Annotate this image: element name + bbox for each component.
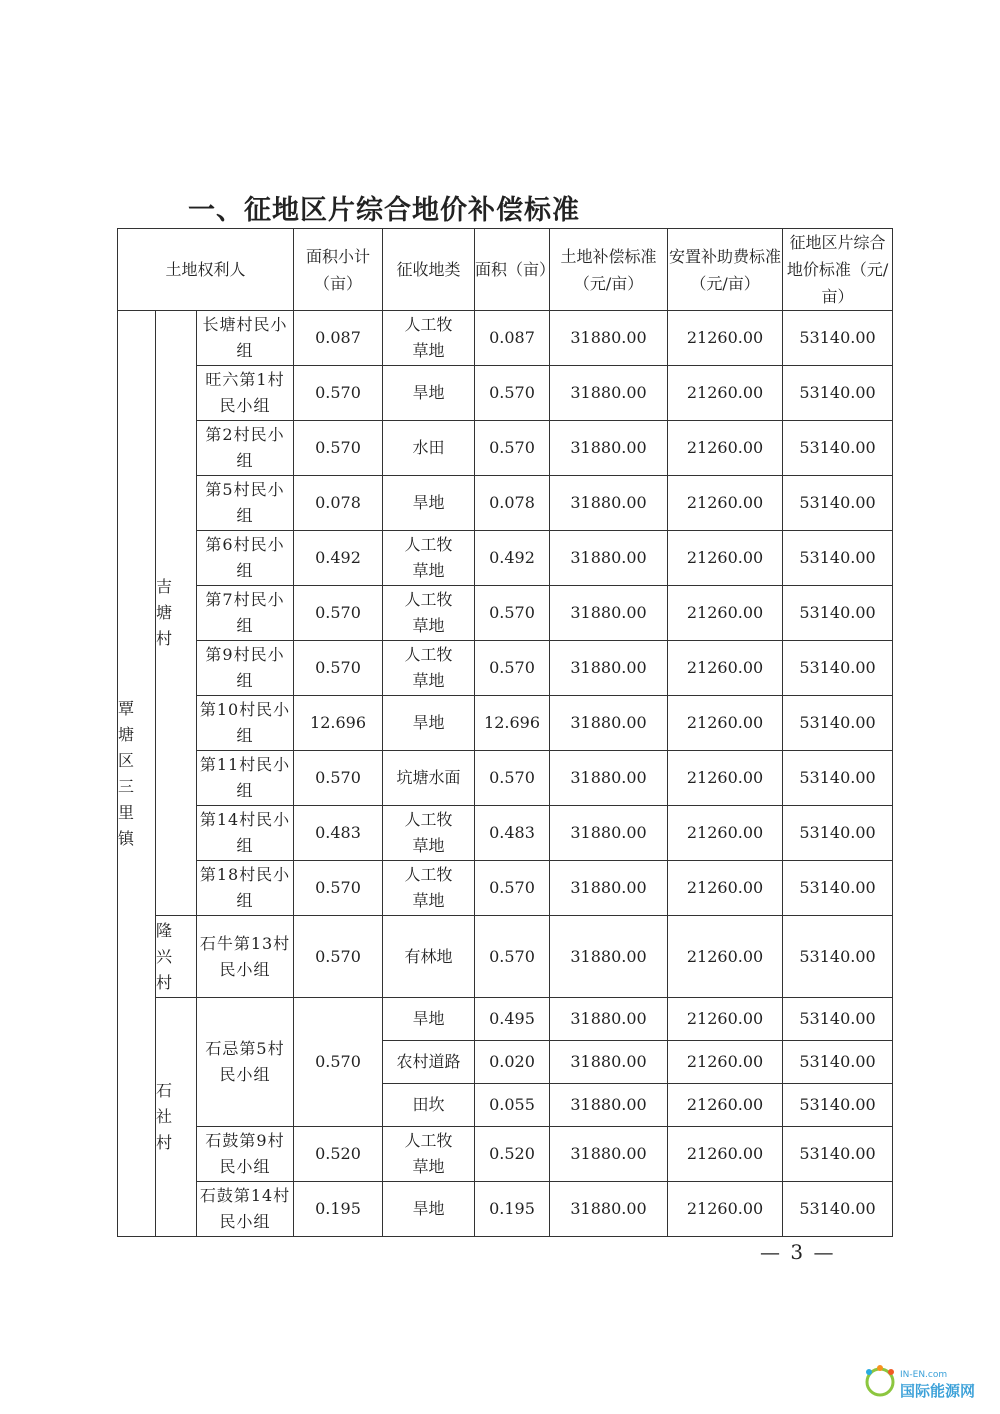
area-cell: 0.483 <box>475 806 550 861</box>
land-type-cell: 旱地 <box>383 366 475 421</box>
land-type-cell: 人工牧草地 <box>383 531 475 586</box>
land-type-cell: 人工牧草地 <box>383 1127 475 1182</box>
zone-price-cell: 53140.00 <box>783 421 893 476</box>
land-comp-cell: 31880.00 <box>550 861 668 916</box>
zone-price-cell: 53140.00 <box>783 861 893 916</box>
table-row <box>118 421 893 476</box>
land-comp-cell: 31880.00 <box>550 751 668 806</box>
site-logo <box>860 1360 995 1405</box>
resettle-cell: 21260.00 <box>668 1182 783 1237</box>
land-type-cell: 田坎 <box>383 1084 475 1127</box>
area-cell: 0.078 <box>475 476 550 531</box>
land-type-cell: 农村道路 <box>383 1041 475 1084</box>
area-cell: 0.570 <box>475 366 550 421</box>
resettle-cell: 21260.00 <box>668 366 783 421</box>
zone-price-cell: 53140.00 <box>783 751 893 806</box>
group-name-cell: 第5村民小组 <box>197 476 294 531</box>
resettle-cell: 21260.00 <box>668 421 783 476</box>
land-comp-cell: 31880.00 <box>550 366 668 421</box>
logo-en: IN-EN.com <box>900 1370 948 1380</box>
group-name-cell: 旺六第1村民小组 <box>197 366 294 421</box>
town-cell <box>118 311 156 1237</box>
area-cell: 0.570 <box>475 861 550 916</box>
table-row <box>118 366 893 421</box>
table-row <box>118 861 893 916</box>
village-cell <box>156 998 197 1237</box>
land-comp-cell: 31880.00 <box>550 1127 668 1182</box>
table-row <box>118 476 893 531</box>
table-row <box>118 531 893 586</box>
group-name-cell: 第6村民小组 <box>197 531 294 586</box>
village-label: 吉塘村 <box>156 577 173 648</box>
area-cell: 0.570 <box>475 916 550 998</box>
land-type-cell: 旱地 <box>383 696 475 751</box>
land-comp-cell: 31880.00 <box>550 641 668 696</box>
land-comp-cell: 31880.00 <box>550 696 668 751</box>
land-type-cell: 人工牧草地 <box>383 641 475 696</box>
area-cell: 0.195 <box>475 1182 550 1237</box>
group-name-cell: 第9村民小组 <box>197 641 294 696</box>
page-number: — 3 — <box>760 1240 836 1264</box>
land-type-cell: 旱地 <box>383 476 475 531</box>
header-subtotal: 面积小计（亩） <box>294 229 383 311</box>
land-type-cell: 旱地 <box>383 998 475 1041</box>
header-land-type: 征收地类 <box>383 229 475 311</box>
resettle-cell: 21260.00 <box>668 1041 783 1084</box>
group-name-cell: 石忌第5村民小组 <box>197 998 294 1127</box>
subtotal-cell: 0.570 <box>294 586 383 641</box>
subtotal-cell: 12.696 <box>294 696 383 751</box>
table-row <box>118 696 893 751</box>
subtotal-cell: 0.492 <box>294 531 383 586</box>
resettle-cell: 21260.00 <box>668 531 783 586</box>
zone-price-cell: 53140.00 <box>783 1127 893 1182</box>
zone-price-cell: 53140.00 <box>783 696 893 751</box>
table-body <box>118 311 893 1237</box>
land-comp-cell: 31880.00 <box>550 531 668 586</box>
group-name-cell: 第2村民小组 <box>197 421 294 476</box>
subtotal-cell: 0.078 <box>294 476 383 531</box>
header-zone-price: 征地区片综合地价标准（元/亩） <box>783 229 893 311</box>
town-label: 覃塘区三里镇 <box>118 698 135 848</box>
area-cell: 12.696 <box>475 696 550 751</box>
land-type-cell: 人工牧草地 <box>383 311 475 366</box>
subtotal-cell: 0.570 <box>294 366 383 421</box>
subtotal-cell: 0.570 <box>294 998 383 1127</box>
area-cell: 0.570 <box>475 586 550 641</box>
area-cell: 0.020 <box>475 1041 550 1084</box>
zone-price-cell: 53140.00 <box>783 531 893 586</box>
area-cell: 0.055 <box>475 1084 550 1127</box>
village-label: 隆兴村 <box>156 920 173 992</box>
village-cell <box>156 311 197 916</box>
table-row <box>118 751 893 806</box>
subtotal-cell: 0.570 <box>294 751 383 806</box>
table-row <box>118 586 893 641</box>
area-cell: 0.570 <box>475 641 550 696</box>
subtotal-cell: 0.570 <box>294 641 383 696</box>
compensation-table <box>117 228 893 1237</box>
resettle-cell: 21260.00 <box>668 806 783 861</box>
resettle-cell: 21260.00 <box>668 1084 783 1127</box>
group-name-cell: 石牛第13村民小组 <box>197 916 294 998</box>
header-area: 面积（亩） <box>475 229 550 311</box>
land-type-cell: 坑塘水面 <box>383 751 475 806</box>
group-name-cell: 石鼓第9村民小组 <box>197 1127 294 1182</box>
resettle-cell: 21260.00 <box>668 696 783 751</box>
village-label: 石社村 <box>156 1081 173 1152</box>
table-row <box>118 641 893 696</box>
group-name-cell: 第18村民小组 <box>197 861 294 916</box>
page-title: 一、征地区片综合地价补偿标准 <box>188 195 580 226</box>
area-cell: 0.492 <box>475 531 550 586</box>
zone-price-cell: 53140.00 <box>783 366 893 421</box>
zone-price-cell: 53140.00 <box>783 998 893 1041</box>
table-row <box>118 1127 893 1182</box>
zone-price-cell: 53140.00 <box>783 806 893 861</box>
table-row <box>118 916 893 998</box>
land-comp-cell: 31880.00 <box>550 806 668 861</box>
zone-price-cell: 53140.00 <box>783 1041 893 1084</box>
land-comp-cell: 31880.00 <box>550 311 668 366</box>
subtotal-cell: 0.570 <box>294 861 383 916</box>
zone-price-cell: 53140.00 <box>783 916 893 998</box>
subtotal-cell: 0.483 <box>294 806 383 861</box>
land-comp-cell: 31880.00 <box>550 1084 668 1127</box>
subtotal-cell: 0.087 <box>294 311 383 366</box>
zone-price-cell: 53140.00 <box>783 476 893 531</box>
table-row <box>118 998 893 1041</box>
land-comp-cell: 31880.00 <box>550 1182 668 1237</box>
group-name-cell: 第14村民小组 <box>197 806 294 861</box>
zone-price-cell: 53140.00 <box>783 1084 893 1127</box>
group-name-cell: 长塘村民小组 <box>197 311 294 366</box>
land-comp-cell: 31880.00 <box>550 476 668 531</box>
land-comp-cell: 31880.00 <box>550 1041 668 1084</box>
group-name-cell: 第10村民小组 <box>197 696 294 751</box>
land-type-cell: 人工牧草地 <box>383 861 475 916</box>
subtotal-cell: 0.570 <box>294 421 383 476</box>
group-name-cell: 第7村民小组 <box>197 586 294 641</box>
header-resettle: 安置补助费标准（元/亩） <box>668 229 783 311</box>
area-cell: 0.495 <box>475 998 550 1041</box>
zone-price-cell: 53140.00 <box>783 641 893 696</box>
table-row <box>118 1182 893 1237</box>
zone-price-cell: 53140.00 <box>783 1182 893 1237</box>
land-type-cell: 旱地 <box>383 1182 475 1237</box>
area-cell: 0.570 <box>475 421 550 476</box>
subtotal-cell: 0.195 <box>294 1182 383 1237</box>
area-cell: 0.570 <box>475 751 550 806</box>
village-cell <box>156 916 197 998</box>
table-row <box>118 806 893 861</box>
zone-price-cell: 53140.00 <box>783 586 893 641</box>
area-cell: 0.087 <box>475 311 550 366</box>
land-comp-cell: 31880.00 <box>550 586 668 641</box>
resettle-cell: 21260.00 <box>668 1127 783 1182</box>
resettle-cell: 21260.00 <box>668 751 783 806</box>
header-land-comp: 土地补偿标准（元/亩） <box>550 229 668 311</box>
resettle-cell: 21260.00 <box>668 641 783 696</box>
group-name-cell: 第11村民小组 <box>197 751 294 806</box>
table-row <box>118 311 893 366</box>
logo-cn: 国际能源网 <box>900 1382 976 1400</box>
area-cell: 0.520 <box>475 1127 550 1182</box>
resettle-cell: 21260.00 <box>668 586 783 641</box>
resettle-cell: 21260.00 <box>668 311 783 366</box>
land-type-cell: 人工牧草地 <box>383 586 475 641</box>
land-comp-cell: 31880.00 <box>550 998 668 1041</box>
land-type-cell: 水田 <box>383 421 475 476</box>
resettle-cell: 21260.00 <box>668 916 783 998</box>
land-comp-cell: 31880.00 <box>550 421 668 476</box>
land-type-cell: 有林地 <box>383 916 475 998</box>
resettle-cell: 21260.00 <box>668 476 783 531</box>
subtotal-cell: 0.520 <box>294 1127 383 1182</box>
subtotal-cell: 0.570 <box>294 916 383 998</box>
resettle-cell: 21260.00 <box>668 861 783 916</box>
header-owner: 土地权利人 <box>118 229 294 311</box>
land-comp-cell: 31880.00 <box>550 916 668 998</box>
zone-price-cell: 53140.00 <box>783 311 893 366</box>
resettle-cell: 21260.00 <box>668 998 783 1041</box>
land-type-cell: 人工牧草地 <box>383 806 475 861</box>
group-name-cell: 石鼓第14村民小组 <box>197 1182 294 1237</box>
